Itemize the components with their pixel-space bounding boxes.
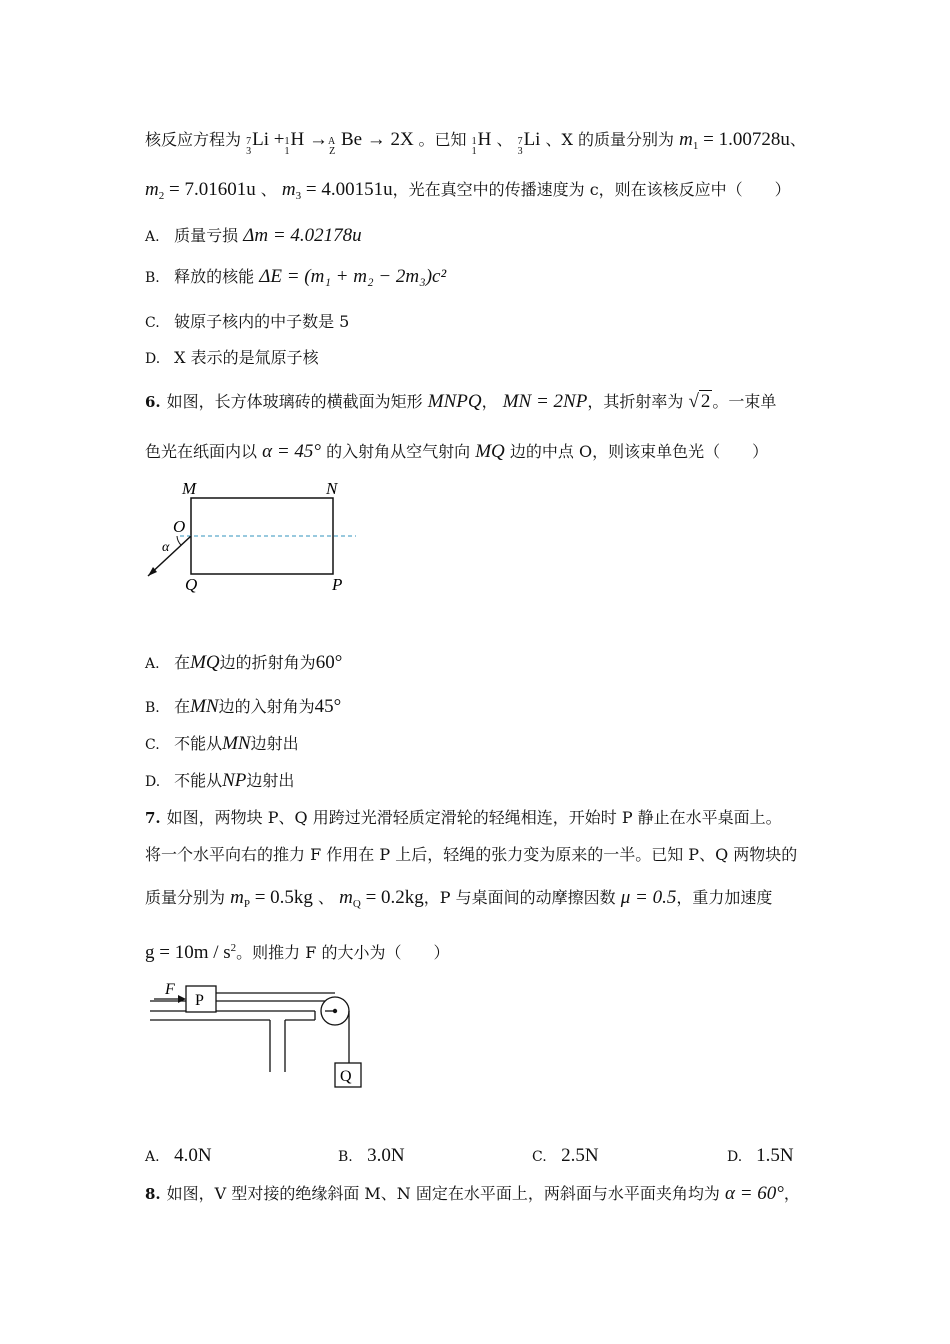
label-Q: Q: [185, 575, 198, 594]
arrow-head-icon: [178, 995, 186, 1003]
q7-line-2: [145, 843, 797, 867]
option-label: C.: [145, 315, 160, 331]
friction-coefficient: μ = 0.5: [620, 887, 677, 908]
option-label: D.: [145, 774, 161, 790]
incident-angle: α = 45°: [262, 441, 322, 462]
option-value: 45°: [314, 696, 342, 717]
q8-line-1: [145, 1182, 800, 1206]
q6-line-2: [145, 440, 768, 464]
option-text: 在: [174, 653, 191, 672]
q5-text: ，光在真空中的传播速度为 c，则在该核反应中（ ）: [392, 180, 791, 199]
q7-text: 。则推力 F 的大小为（ ）: [236, 943, 450, 962]
option-label: C.: [532, 1149, 547, 1165]
sqrt-value: 2: [700, 391, 711, 412]
q5-text: 核反应方程为: [145, 130, 242, 149]
option-text: 边的入射角为: [218, 697, 315, 716]
option-value: 3.0N: [367, 1145, 405, 1166]
question-number: 8.: [145, 1185, 161, 1203]
q7-line-3: 质量分别为 $m_P = 0.5kg$ 、 $m_Q = 0.2kg$，P 与桌面间的动摩擦因数 μ = 0.5，重力加速度: [145, 887, 773, 910]
angle-arc: [177, 536, 181, 545]
q7-option-b: [338, 1144, 405, 1169]
label-N: N: [326, 479, 338, 498]
option-math: MN: [190, 696, 219, 717]
option-label: A.: [145, 656, 160, 672]
option-label: A.: [145, 229, 160, 245]
q5-text: 。已知: [418, 130, 467, 149]
pulley-figure: [140, 978, 380, 1098]
option-text: 边射出: [246, 771, 295, 790]
q6-text: 边的中点 O，则该束单色光（ ）: [509, 442, 769, 461]
slope-angle: α = 60°: [724, 1183, 784, 1204]
q7-text: 质量分别为: [145, 888, 226, 907]
q8-text: 如图，V 型对接的绝缘斜面 M、N 固定在水平面上，两斜面与水平面夹角均为: [166, 1184, 720, 1203]
option-text: 释放的核能: [174, 267, 255, 286]
nuclear-equation: 7 3 Li + 1 1 H → A Z Be → 2X: [246, 129, 419, 157]
glass-rectangle: [191, 498, 333, 574]
option-text: 铍原子核内的中子数是 5: [174, 312, 350, 331]
q6-text: 如图，长方体玻璃砖的横截面为矩形: [166, 392, 423, 411]
label-force-f: F: [165, 981, 175, 998]
option-math: MN: [222, 733, 251, 754]
q8-text: ，: [783, 1184, 800, 1203]
edge-name: MQ: [475, 441, 505, 462]
q6-option-c: [145, 732, 299, 757]
q7-text: 、: [318, 888, 335, 907]
q5-option-a: [145, 224, 362, 249]
option-label: B.: [145, 270, 160, 286]
q5-text: 、: [496, 130, 513, 149]
option-text: 边射出: [250, 734, 299, 753]
option-label: D.: [145, 351, 161, 367]
q6-text: ，: [481, 392, 498, 411]
q5-option-d: [145, 346, 319, 371]
question-number: 7.: [145, 809, 161, 827]
label-P: P: [332, 575, 343, 594]
option-value: 1.5N: [756, 1145, 794, 1166]
m1-value: = 1.00728u: [703, 129, 790, 150]
glass-brick-figure: [140, 476, 370, 596]
q7-option-d: [727, 1144, 794, 1169]
mass-p: = 0.5kg: [254, 887, 313, 908]
option-text: 不能从: [174, 771, 223, 790]
m2-value: = 7.01601u: [168, 179, 256, 200]
ratio: MN = 2NP: [502, 391, 588, 412]
option-math: MQ: [190, 652, 220, 673]
q6-option-a: [145, 651, 342, 676]
option-label: B.: [338, 1149, 353, 1165]
q7-text: 如图，两物块 P、Q 用跨过光滑轻质定滑轮的轻绳相连，开始时 P 静止在水平桌面上。: [166, 808, 782, 827]
q5-line-1: 核反应方程为 7 3 Li + 1 1 H → A Z Be → 2X 。已知 1 1 H 、 7 3 Li 、X 的质量分别为 $m_1 = 1.00728u$、: [145, 129, 806, 157]
rect-name: MNPQ: [427, 391, 482, 412]
option-label: A.: [145, 1149, 160, 1165]
q6-text: 色光在纸面内以: [145, 442, 258, 461]
option-text: 在: [174, 697, 191, 716]
q6-option-d: [145, 769, 294, 794]
option-text: 质量亏损: [174, 226, 239, 245]
option-math: NP: [222, 770, 247, 791]
q5-option-b: [145, 265, 446, 290]
q6-text: 的入射角从空气射向: [326, 442, 471, 461]
q5-text: 、: [260, 180, 277, 199]
option-text: 不能从: [174, 734, 223, 753]
q5-line-2: $m_2 = 7.01601u$ 、 $m_3 = 4.00151u$，光在真空中的传播速度为 c，则在该核反应中（ ）: [145, 179, 791, 202]
q7-line-1: [145, 806, 782, 830]
option-label: C.: [145, 737, 160, 753]
q7-text: 将一个水平向右的推力 F 作用在 P 上后，轻绳的张力变为原来的一半。已知 P、Q 两物块的: [145, 845, 798, 864]
option-math: Δm = 4.02178u: [243, 225, 362, 246]
q6-text: ，其折射率为: [587, 392, 684, 411]
question-number: 6.: [145, 393, 161, 411]
q5-option-c: [145, 310, 349, 335]
q7-text: ，P 与桌面间的动摩擦因数: [423, 888, 616, 907]
q5-text: 、: [789, 130, 806, 149]
label-block-p: P: [195, 992, 204, 1009]
q7-text: ，重力加速度: [676, 888, 773, 907]
label-alpha: α: [162, 540, 170, 555]
option-value: 4.0N: [174, 1145, 212, 1166]
option-text: X 表示的是氚原子核: [174, 348, 319, 367]
q7-line-4: $g = 10m / s^2$。则推力 F 的大小为（ ）: [145, 942, 450, 963]
option-label: B.: [145, 700, 160, 716]
option-label: D.: [727, 1149, 743, 1165]
q6-option-b: [145, 695, 341, 720]
label-block-q: Q: [340, 1068, 352, 1085]
option-value: 60°: [315, 652, 343, 673]
option-text: 边的折射角为: [219, 653, 316, 672]
q6-text: 。一束单: [712, 392, 777, 411]
label-O: O: [173, 517, 186, 536]
option-value: 2.5N: [561, 1145, 599, 1166]
q5-text: 、X 的质量分别为: [545, 130, 675, 149]
m3-value: = 4.00151u: [305, 179, 393, 200]
q7-option-a: [145, 1144, 212, 1169]
label-M: M: [182, 479, 197, 498]
mass-q: = 0.2kg: [365, 887, 424, 908]
q7-option-c: [532, 1144, 599, 1169]
option-math: ΔE = (m₁ + m₂ − 2m₃)c²: [259, 266, 447, 287]
q6-line-1: 6. 如图，长方体玻璃砖的横截面为矩形 MNPQ， MN = 2NP，其折射率为 √ 2 。一束单: [145, 391, 777, 412]
gravity-value: g = 10m / s: [145, 942, 231, 963]
